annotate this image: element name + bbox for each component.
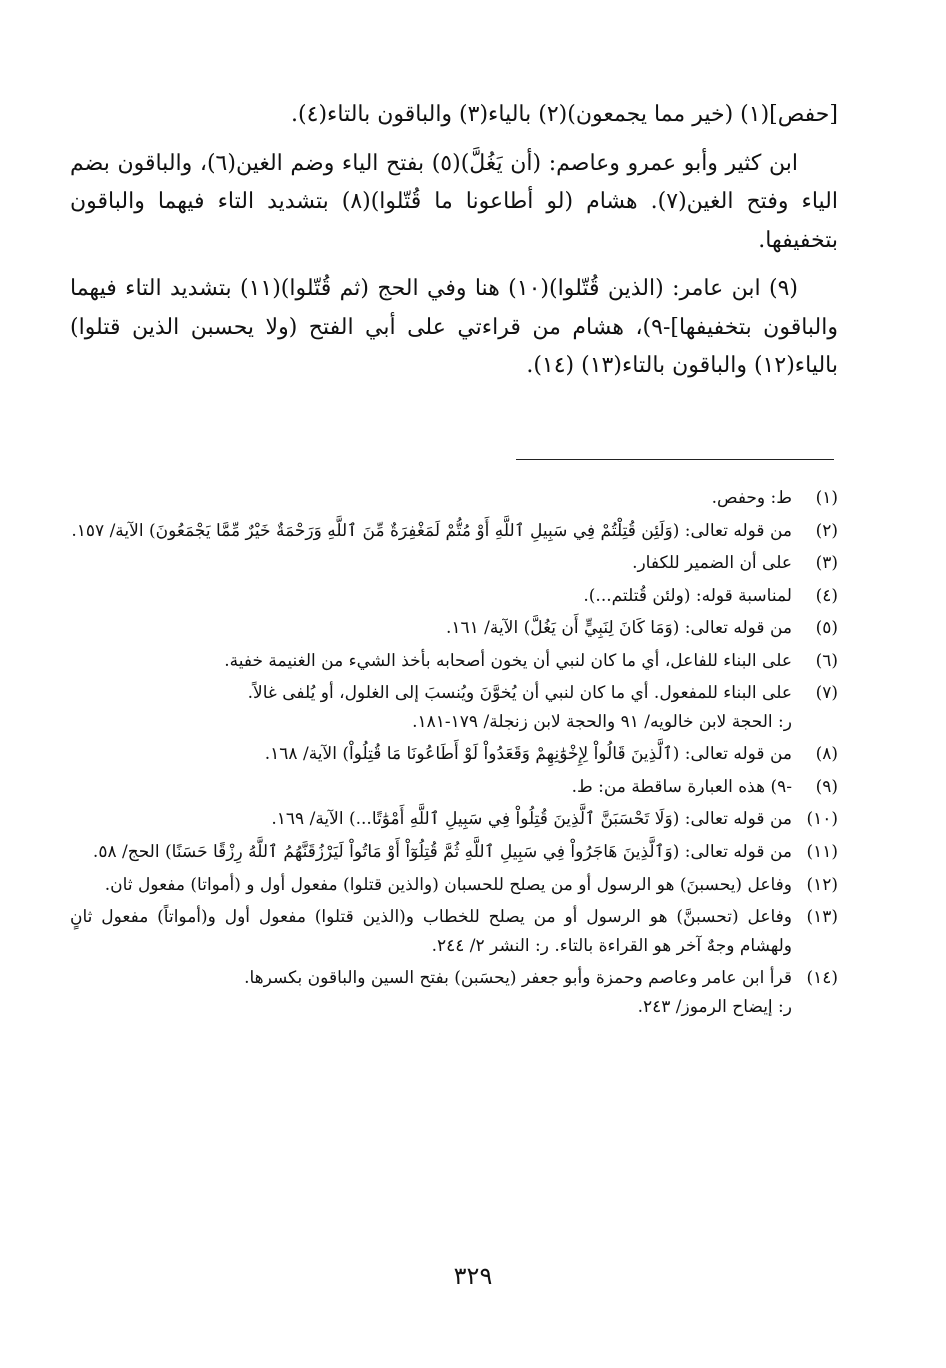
footnote: [70, 964, 838, 1021]
footnote: [70, 679, 838, 736]
footnote-text: من قوله تعالى: (وَمَا كَانَ لِنَبِيٍّ أَن يَغُلَّ) الآية/ ١٦١.: [445, 618, 792, 639]
footnote-number: (٩): [815, 776, 838, 797]
footnote: [70, 773, 838, 802]
footnote-text: قرأ ابن عامر وعاصم وحمزة وأبو جعفر (يحسَبن) بفتح السين والباقون بكسرها. ر: إيضاح الرموز/ ٢٤٣.: [244, 968, 792, 1017]
footnote-text: من قوله تعالى: (وَلَئِن قُتِلْتُمْ فِي سَبِيلِ ٱللَّهِ أَوْ مُتُّمْ لَمَغْفِرَةٌ مِّنَ ٱللَّهِ وَرَحْمَةٌ خَيْرٌ مِّمَّا يَجْمَعُونَ) الآية/ ١٥٧.: [71, 520, 792, 541]
footnote-number: (٣): [815, 553, 838, 574]
footnotes: [70, 484, 838, 1025]
footnote-number: (١٢): [806, 874, 838, 895]
footnote-text: -٩) هذه العبارة ساقطة من: ط.: [571, 776, 792, 797]
footnote: [70, 805, 838, 834]
footnote-text: وفاعل (يحسبنَ) هو الرسول أو من يصلح للحسبان (والذين قتلوا) مفعول أول و (أمواتا) مفعول ثان.: [104, 874, 792, 895]
footnote: [70, 484, 838, 513]
page-number: ٣٢٩: [453, 1262, 493, 1290]
footnote: [70, 740, 838, 769]
footnote-number: (١١): [806, 842, 838, 863]
footnote-text: من قوله تعالى: (وَلَا تَحْسَبَنَّ ٱلَّذِينَ قُتِلُواْ فِي سَبِيلِ ٱللَّهِ أَمْوَٰتًا...) الآية/ ١٦٩.: [271, 809, 792, 830]
footnote-number: (٦): [815, 650, 838, 671]
footnote-text: على البناء للفاعل، أي ما كان لنبي أن يخون أصحابه بأخذ الشيء من الغنيمة خفية.: [224, 650, 792, 671]
paragraph: [حفص](١) (خير مما يجمعون)(٢) بالياء(٣) والباقون بالتاء(٤).: [291, 102, 838, 127]
footnote-number: (١٤): [806, 968, 838, 989]
paragraph: ابن كثير وأبو عمرو وعاصم: (أن يَغُلَّ)(٥) بفتح الياء وضم الغين(٦)، والباقون بضم الياء وفتح الغين(٧). هشام (لو أطاعونا ما قُتّلوا)(٨) بتشديد التاء فيهما والباقون بتخفيفها.: [70, 150, 838, 253]
footnote-text: وفاعل (تحسبنَّ) هو الرسول أو من يصلح للخطاب و(الذين قتلوا) مفعول أول و(أمواتاً) مفعول ثانٍ ولهشام وجهٌ آخر هو القراءة بالتاء. ر: النشر ٢/ ٢٤٤.: [70, 907, 792, 956]
footnote-number: (٢): [815, 520, 838, 541]
footnote-number: (٧): [815, 683, 838, 704]
footnote: [70, 549, 838, 578]
footnote-text: على أن الضمير للكفار.: [632, 553, 792, 574]
footnote: [70, 614, 838, 643]
footnote-text: ط: وحفص.: [711, 488, 792, 508]
footnote: [70, 838, 838, 867]
footnote-number: (١٠): [806, 809, 838, 830]
footnote-number: (١٣): [806, 907, 838, 928]
main-text: [70, 96, 838, 396]
paragraph: (٩) ابن عامر: (الذين قُتّلوا)(١٠) هنا وفي الحج (ثم قُتّلوا)(١١) بتشديد التاء فيهما والباقون بتخفيفها]-٩)، هشام من قراءتي على أبي الفتح (ولا يحسبن الذين قتلوا) بالياء(١٢) والباقون بالتاء(١٣) (١٤).: [70, 276, 838, 378]
footnote-text: من قوله تعالى: (ٱلَّذِينَ قَالُواْ لِإِخْوَٰنِهِمْ وَقَعَدُواْ لَوْ أَطَاعُونَا مَا قُتِلُواْ) الآية/ ١٦٨.: [264, 744, 792, 765]
footnote: [70, 871, 838, 900]
footnote-divider: [516, 459, 834, 460]
footnote: [70, 647, 838, 676]
footnote-number: (١): [815, 488, 838, 508]
footnote-number: (٤): [815, 585, 838, 606]
footnote-text: لمناسبة قوله: (ولئن قُتلتم...).: [583, 585, 792, 606]
footnote-number: (٨): [815, 744, 838, 765]
footnote: [70, 903, 838, 960]
footnote: [70, 582, 838, 611]
footnote-text: على البناء للمفعول. أي ما كان لنبي أن يُخوَّنَ ويُنسبَ إلى الغلول، أو يُلفى غالاً. ر: الحجة لابن خالويه/ ٩١ والحجة لابن زنجلة/ ١٧٩-١٨١.: [247, 683, 792, 732]
footnote-number: (٥): [815, 618, 838, 639]
footnote: [70, 517, 838, 546]
footnote-text: من قوله تعالى: (وَٱلَّذِينَ هَاجَرُواْ فِي سَبِيلِ ٱللَّهِ ثُمَّ قُتِلُوٓاْ أَوْ مَاتُواْ لَيَرْزُقَنَّهُمُ ٱللَّهُ رِزْقًا حَسَنًا) الحج/ ٥٨.: [92, 842, 792, 863]
